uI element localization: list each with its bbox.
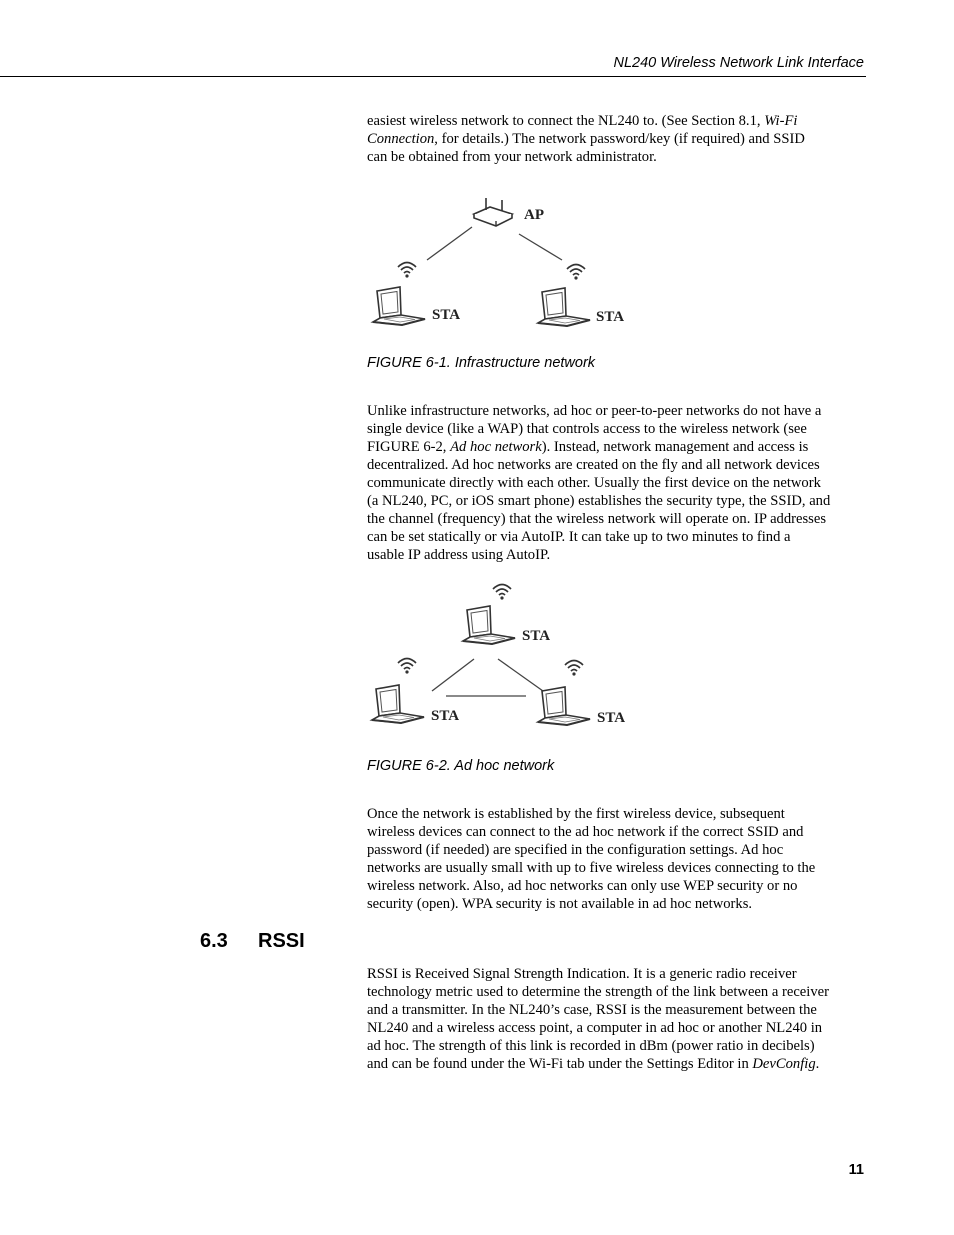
text-line: can be set statically or via AutoIP. It can take up to two minutes to find a: [367, 529, 791, 545]
text-line: the channel (frequency) that the wireless network will operate on. IP addresses: [367, 511, 826, 527]
text-line: wireless devices can connect to the ad hoc network if the correct SSID and: [367, 824, 804, 840]
wifi-signal-icon: [398, 659, 416, 674]
access-point-router-icon: [474, 198, 512, 226]
italic-reference: Ad hoc network: [450, 439, 542, 455]
text-line: Connection, for details.) The network password/key (if required) and SSID: [367, 131, 805, 147]
italic-reference: DevConfig: [752, 1056, 816, 1072]
text-line: and a transmitter. In the NL240’s case, RSSI is the measurement between the: [367, 1002, 817, 1018]
paragraph-rssi: [367, 965, 867, 1073]
laptop-icon: [372, 685, 424, 723]
text-line: can be obtained from your network administrator.: [367, 149, 657, 165]
wifi-signal-icon: [565, 661, 583, 676]
text-line: Once the network is established by the first wireless device, subsequent: [367, 806, 785, 822]
figure-caption-6-2: FIGURE 6-2. Ad hoc network: [367, 758, 555, 774]
infrastructure-network-diagram: [362, 190, 642, 340]
section-number: 6.3: [200, 930, 228, 952]
link-line-top-right: [498, 659, 543, 691]
wifi-signal-icon: [567, 265, 585, 280]
ap-label: AP: [524, 207, 544, 223]
ad-hoc-network-diagram: [362, 580, 642, 740]
sta-right-label: STA: [597, 710, 626, 726]
laptop-icon: [373, 287, 425, 325]
page-number: 11: [848, 1162, 864, 1178]
paragraph-wifi-connection: [367, 112, 867, 166]
laptop-icon: [463, 606, 515, 644]
text-line: wireless network. Also, ad hoc networks can only use WEP security or no: [367, 878, 798, 894]
italic-reference: Wi-Fi: [764, 113, 798, 129]
figure-infrastructure-network: [362, 190, 642, 345]
text-line: password (if needed) are specified in the configuration settings. Ad hoc: [367, 842, 784, 858]
text-line: ad hoc. The strength of this link is recorded in dBm (power ratio in decibels): [367, 1038, 815, 1054]
text-line: decentralized. Ad hoc networks are created on the fly and all network devices: [367, 457, 820, 473]
text-line: and can be found under the Wi-Fi tab under the Settings Editor in DevConfig.: [367, 1056, 820, 1072]
text-line: networks are usually small with up to five wireless devices connecting to the: [367, 860, 816, 876]
sta-right-label: STA: [596, 309, 625, 325]
text-line: NL240 and a wireless access point, a computer in ad hoc or another NL240 in: [367, 1020, 823, 1036]
paragraph-ad-hoc-intro: [367, 402, 867, 564]
link-line-ap-right: [519, 234, 562, 260]
text-line: single device (like a WAP) that controls access to the wireless network (see: [367, 421, 807, 437]
link-line-top-left: [432, 659, 474, 691]
sta-top-label: STA: [522, 628, 551, 644]
text-line: communicate directly with each other. Usually the first device on the network: [367, 475, 821, 491]
laptop-icon: [538, 687, 590, 725]
text-line: FIGURE 6-2, Ad hoc network). Instead, network management and access is: [367, 439, 809, 455]
running-header: NL240 Wireless Network Link Interface: [613, 55, 864, 71]
text-line: RSSI is Received Signal Strength Indication. It is a generic radio receiver: [367, 966, 797, 982]
sta-left-label: STA: [431, 708, 460, 724]
section-title: RSSI: [258, 930, 305, 952]
section-heading-rssi: [200, 930, 305, 953]
link-line-ap-left: [427, 227, 472, 260]
paragraph-ad-hoc-details: [367, 805, 867, 913]
wifi-signal-icon: [493, 585, 511, 600]
figure-ad-hoc-network: [362, 580, 642, 745]
italic-reference: Connection: [367, 131, 435, 147]
text-line: usable IP address using AutoIP.: [367, 547, 551, 563]
text-line: Unlike infrastructure networks, ad hoc or peer-to-peer networks do not have a: [367, 403, 822, 419]
laptop-icon: [538, 288, 590, 326]
figure-caption-6-1: FIGURE 6-1. Infrastructure network: [367, 355, 596, 371]
text-line: security (open). WPA security is not available in ad hoc networks.: [367, 896, 753, 912]
text-line: easiest wireless network to connect the NL240 to. (See Section 8.1, Wi-Fi: [367, 113, 798, 129]
header-rule: [0, 76, 866, 77]
text-line: technology metric used to determine the strength of the link between a receiver: [367, 984, 829, 1000]
wifi-signal-icon: [398, 263, 416, 278]
sta-left-label: STA: [432, 307, 461, 323]
text-line: (a NL240, PC, or iOS smart phone) establishes the security type, the SSID, and: [367, 493, 831, 509]
